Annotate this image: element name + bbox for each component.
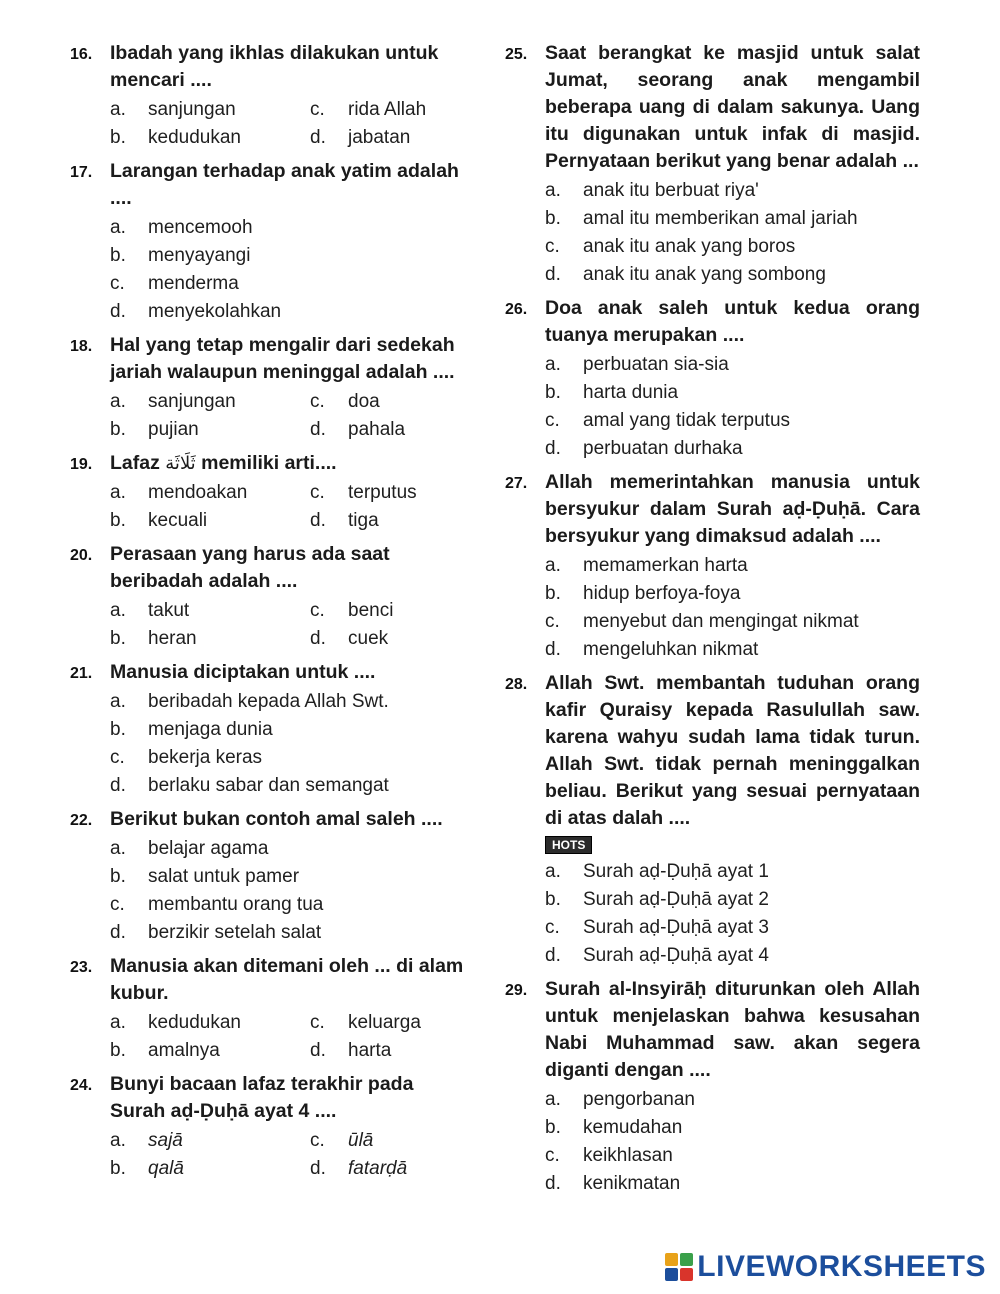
option-text: sanjungan [148,391,236,412]
option-a[interactable] [110,479,310,507]
option-letter: c. [545,917,560,938]
option-letter: a. [545,354,561,375]
option-letter: b. [110,719,126,740]
option-letter: c. [545,410,560,431]
option-text: anak itu anak yang boros [583,236,796,257]
option-letter: a. [110,838,126,859]
options [110,1127,470,1183]
option-text: qalā [148,1158,184,1179]
option-letter: b. [110,628,126,649]
option-text: sajā [148,1130,183,1151]
question-number: 18. [70,338,93,355]
option-d[interactable] [545,261,920,289]
options [110,388,470,444]
hots-badge: HOTS [545,836,592,854]
option-letter: b. [110,1158,126,1179]
option-letter: c. [110,747,125,768]
option-text: menjaga dunia [148,719,273,740]
option-text: belajar agama [148,838,269,859]
option-text: memamerkan harta [583,555,748,576]
option-letter: d. [110,775,126,796]
option-b[interactable] [110,124,310,152]
left-column [70,40,470,1189]
option-a[interactable] [110,388,310,416]
options [110,597,470,653]
question-number: 27. [505,475,528,492]
option-d[interactable] [110,298,470,326]
option-letter: d. [310,1040,326,1061]
option-d[interactable] [545,1170,920,1198]
option-a[interactable] [110,96,310,124]
liveworksheets-logo[interactable] [665,1250,986,1284]
options [110,1009,470,1065]
options [545,177,920,289]
options [110,479,470,535]
option-text: anak itu berbuat riya' [583,180,759,201]
option-b[interactable] [110,242,470,270]
question-19 [70,450,470,535]
option-letter: c. [110,273,125,294]
option-b[interactable] [110,1037,310,1065]
options [545,1086,920,1198]
option-letter: a. [110,482,126,503]
option-letter: d. [545,1173,561,1194]
question-17 [70,158,470,326]
option-d[interactable] [545,435,920,463]
option-c[interactable] [310,479,510,507]
option-text: pengorbanan [583,1089,695,1110]
option-letter: d. [545,438,561,459]
option-a[interactable] [545,177,920,205]
option-b[interactable] [545,1114,920,1142]
option-a[interactable] [545,351,920,379]
option-text: sanjungan [148,99,236,120]
option-letter: d. [545,639,561,660]
option-c[interactable] [110,891,470,919]
option-text: hidup berfoya-foya [583,583,741,604]
option-text: Surah aḍ-Ḍuḥā ayat 4 [583,945,769,966]
option-letter: b. [110,866,126,887]
question-29 [505,976,920,1198]
option-b[interactable] [110,416,310,444]
question-number: 28. [505,676,528,693]
option-d[interactable] [310,416,510,444]
option-text: harta dunia [583,382,679,403]
option-letter: d. [545,945,561,966]
option-text: kenikmatan [583,1173,681,1194]
option-a[interactable] [110,1127,310,1155]
option-b[interactable] [110,507,310,535]
option-text: harta [348,1040,392,1061]
option-letter: a. [110,99,126,120]
option-b[interactable] [545,580,920,608]
option-text: bekerja keras [148,747,263,768]
options [110,835,470,947]
option-letter: c. [310,600,325,621]
option-letter: c. [545,1145,560,1166]
option-b[interactable] [545,886,920,914]
option-letter: b. [545,382,561,403]
question-26 [505,295,920,463]
question-text: Manusia akan ditemani oleh ... di alam kubur. [110,955,464,1004]
option-letter: a. [110,1012,126,1033]
question-text: Surah al-Insyirāḥ diturunkan oleh Allah untuk menjelaskan bahwa kesusahan Nabi Muhammad saw. akan segera diganti dengan .... [545,978,920,1081]
option-text: fatarḍā [348,1158,408,1179]
option-c[interactable] [545,608,920,636]
option-letter: d. [310,510,326,531]
option-text: kemudahan [583,1117,683,1138]
question-number: 21. [70,665,93,682]
option-text: berlaku sabar dan semangat [148,775,389,796]
question-text: Saat berangkat ke masjid untuk salat Jumat, seorang anak mengambil beberapa uang di dalam sakunya. Uang itu digunakan untuk infak di masjid. Pernyataan berikut yang benar adalah ... [545,42,920,172]
option-text: tiga [348,510,379,531]
option-b[interactable] [545,205,920,233]
option-letter: b. [545,889,561,910]
option-letter: b. [110,419,126,440]
option-text: amal itu memberikan amal jariah [583,208,858,229]
option-letter: b. [110,510,126,531]
option-c[interactable] [545,1142,920,1170]
option-a[interactable] [110,688,470,716]
question-text [110,450,470,477]
question-number: 23. [70,959,93,976]
option-d[interactable] [545,636,920,664]
question-text: Larangan terhadap anak yatim adalah .... [110,160,459,209]
option-letter: b. [545,1117,561,1138]
question-number: 26. [505,301,528,318]
question-28 [505,670,920,970]
option-letter: a. [545,180,561,201]
option-c[interactable] [545,233,920,261]
option-letter: b. [545,583,561,604]
question-number: 22. [70,812,93,829]
question-text: Allah memerintahkan manusia untuk bersyukur dalam Surah aḍ-Ḍuḥā. Cara bersyukur yang dimaksud adalah .... [545,471,920,547]
option-text: menyebut dan mengingat nikmat [583,611,859,632]
option-text: pujian [148,419,199,440]
option-c[interactable] [310,1127,510,1155]
option-text: cuek [348,628,389,649]
option-text: menyekolahkan [148,301,282,322]
question-text: Doa anak saleh untuk kedua orang tuanya merupakan .... [545,297,920,346]
question-text-before: Lafaz [110,452,160,474]
arabic-word: ثَلَاثَة [165,453,196,474]
option-text: mencemooh [148,217,253,238]
options [545,858,920,970]
option-d[interactable] [310,124,510,152]
question-number: 17. [70,164,93,181]
option-letter: d. [545,264,561,285]
question-23 [70,953,470,1065]
question-text: Berikut bukan contoh amal saleh .... [110,808,443,830]
option-letter: d. [310,628,326,649]
option-letter: d. [110,301,126,322]
question-16 [70,40,470,152]
question-number: 24. [70,1077,93,1094]
option-a[interactable] [110,835,470,863]
option-text: amalnya [148,1040,220,1061]
question-number: 20. [70,547,93,564]
option-a[interactable] [545,858,920,886]
option-text: Surah aḍ-Ḍuḥā ayat 3 [583,917,769,938]
option-letter: a. [110,1130,126,1151]
question-text: Bunyi bacaan lafaz terakhir pada Surah aḍ-Ḍuḥā ayat 4 .... [110,1073,414,1122]
option-c[interactable] [545,407,920,435]
question-text: Allah Swt. membantah tuduhan orang kafir Quraisy kepada Rasulullah saw. karena wahyu sudah lama tidak turun. Allah Swt. tidak pernah meninggalkan beliau. Berikut yang sesuai pernyataan di atas dalah .... [545,672,920,829]
option-letter: d. [310,127,326,148]
option-a[interactable] [110,214,470,242]
option-d[interactable] [110,772,470,800]
option-b[interactable] [545,379,920,407]
question-number: 19. [70,456,93,473]
question-25 [505,40,920,289]
option-text: keluarga [348,1012,421,1033]
question-22 [70,806,470,947]
option-text: heran [148,628,197,649]
option-letter: a. [110,691,126,712]
option-b[interactable] [110,863,470,891]
question-18 [70,332,470,444]
option-letter: b. [110,245,126,266]
option-d[interactable] [310,1155,510,1183]
option-text: mendoakan [148,482,248,503]
option-a[interactable] [545,552,920,580]
option-b[interactable] [110,625,310,653]
options [110,688,470,800]
option-letter: d. [110,922,126,943]
option-d[interactable] [310,507,510,535]
option-text: mengeluhkan nikmat [583,639,759,660]
option-letter: c. [310,1130,325,1151]
option-text: benci [348,600,394,621]
question-text-after: memiliki arti.... [201,452,337,474]
option-letter: d. [310,419,326,440]
option-text: doa [348,391,380,412]
question-text: Manusia diciptakan untuk .... [110,661,376,683]
option-letter: c. [310,99,325,120]
question-text: Perasaan yang harus ada saat beribadah adalah .... [110,543,390,592]
question-24 [70,1071,470,1183]
option-letter: a. [545,1089,561,1110]
option-letter: c. [545,611,560,632]
option-letter: c. [545,236,560,257]
option-letter: b. [110,1040,126,1061]
option-text: pahala [348,419,406,440]
option-letter: b. [545,208,561,229]
option-letter: a. [545,555,561,576]
option-text: menyayangi [148,245,251,266]
option-d[interactable] [310,625,510,653]
option-text: kedudukan [148,127,241,148]
question-20 [70,541,470,653]
option-text: beribadah kepada Allah Swt. [148,691,389,712]
option-text: kecuali [148,510,208,531]
question-27 [505,469,920,664]
option-b[interactable] [110,1155,310,1183]
option-text: perbuatan durhaka [583,438,743,459]
option-text: anak itu anak yang sombong [583,264,826,285]
option-text: kedudukan [148,1012,241,1033]
options [110,214,470,326]
option-text: perbuatan sia-sia [583,354,729,375]
option-text: berzikir setelah salat [148,922,322,943]
option-c[interactable] [110,270,470,298]
question-21 [70,659,470,800]
option-text: membantu orang tua [148,894,324,915]
option-c[interactable] [110,744,470,772]
option-c[interactable] [310,388,510,416]
option-c[interactable] [310,1009,510,1037]
option-text: Surah aḍ-Ḍuḥā ayat 2 [583,889,769,910]
option-letter: c. [110,894,125,915]
option-d[interactable] [310,1037,510,1065]
option-text: menderma [148,273,239,294]
question-number: 25. [505,46,528,63]
option-text: keikhlasan [583,1145,673,1166]
option-text: terputus [348,482,417,503]
option-text: jabatan [348,127,411,148]
question-text: Hal yang tetap mengalir dari sedekah jariah walaupun meninggal adalah .... [110,334,455,383]
option-a[interactable] [110,597,310,625]
option-letter: c. [310,391,325,412]
options [110,96,470,152]
option-letter: c. [310,1012,325,1033]
right-column [505,40,920,1204]
option-text: ūlā [348,1130,374,1151]
option-letter: b. [110,127,126,148]
option-letter: a. [110,217,126,238]
option-text: Surah aḍ-Ḍuḥā ayat 1 [583,861,769,882]
option-letter: a. [110,600,126,621]
logo-text: LIVEWORKSHEETS [697,1250,986,1283]
option-a[interactable] [110,1009,310,1037]
option-text: amal yang tidak terputus [583,410,791,431]
options [545,351,920,463]
option-letter: a. [545,861,561,882]
option-letter: c. [310,482,325,503]
options [545,552,920,664]
question-number: 29. [505,982,528,999]
option-c[interactable] [545,914,920,942]
option-b[interactable] [110,716,470,744]
liveworksheets-logo-icon [665,1253,693,1281]
option-c[interactable] [310,597,510,625]
option-text: takut [148,600,190,621]
option-text: salat untuk pamer [148,866,300,887]
question-number: 16. [70,46,93,63]
option-d[interactable] [545,942,920,970]
option-c[interactable] [310,96,510,124]
option-a[interactable] [545,1086,920,1114]
option-d[interactable] [110,919,470,947]
question-text: Ibadah yang ikhlas dilakukan untuk mencari .... [110,42,439,91]
option-text: rida Allah [348,99,427,120]
option-letter: d. [310,1158,326,1179]
option-letter: a. [110,391,126,412]
